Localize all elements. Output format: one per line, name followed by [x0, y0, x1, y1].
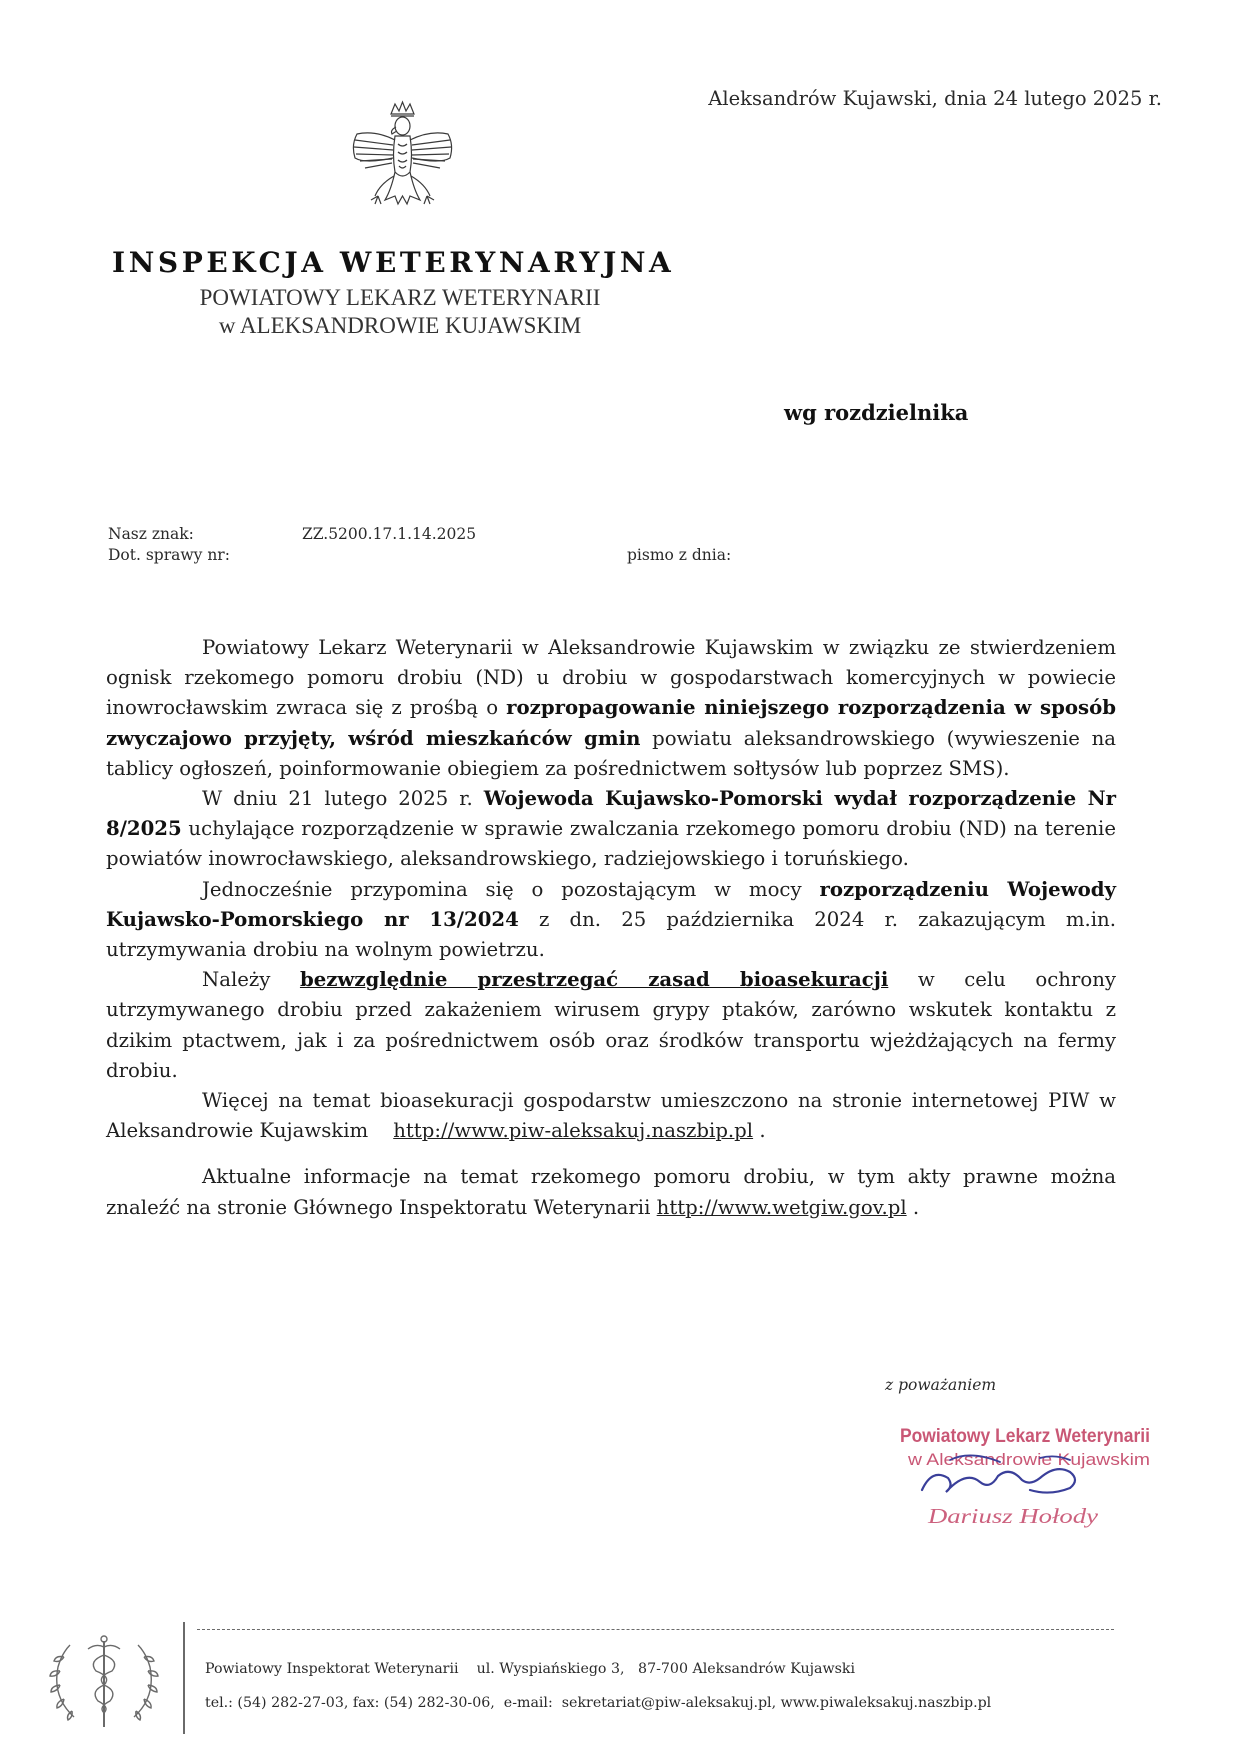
- institution-subtitle-location: w ALEKSANDROWIE KUJAWSKIM: [218, 313, 582, 338]
- emphasis-text: rozpropagowanie niniejszego rozporządzenia w sposób zwyczajowo przyjęty, wśród mieszkańców gmin: [106, 696, 1116, 750]
- paragraph-text: Jednocześnie przypomina się o pozostającym w mocy: [202, 877, 820, 901]
- institution-title: INSPEKCJA WETERYNARYJNA: [112, 246, 675, 279]
- paragraph-text: W dniu 21 lutego 2025 r.: [202, 787, 484, 811]
- closing-salutation: z poważaniem: [885, 1376, 997, 1394]
- emphasis-underlined-text: bezwzględnie przestrzegać zasad bioasekuracji: [299, 968, 889, 992]
- official-stamp-signature: [880, 1420, 1160, 1530]
- paragraph-text: Aktualne informacje na temat rzekomego pomoru drobiu, w tym akty prawne można znaleźć na stronie Głównego Inspektoratu Weterynarii: [106, 1165, 1116, 1219]
- letter-body: [106, 633, 1123, 1223]
- letter-date-label: pismo z dnia:: [627, 546, 732, 564]
- svg-text:Dariusz Hołody: Dariusz Hołody: [926, 1504, 1099, 1528]
- our-reference-label: Nasz znak:: [108, 525, 194, 543]
- emphasis-text: Wojewoda Kujawsko-Pomorski wydał rozporządzenie Nr 8/2025: [106, 787, 1116, 841]
- recipient: wg rozdzielnika: [784, 400, 969, 425]
- footer-contact: tel.: (54) 282-27-03, fax: (54) 282-30-06, e-mail: sekretariat@piw-aleksakuj.pl, www.piwaleksakuj.naszbip.pl: [205, 1695, 992, 1711]
- paragraph-regulation-8-2025: [106, 784, 1116, 875]
- institution-subtitle-office: POWIATOWY LEKARZ WETERYNARII: [199, 285, 601, 310]
- paragraph-text: Powiatowy Lekarz Weterynarii w Aleksandrowie Kujawskim w związku ze stwierdzeniem ognisk rzekomego pomoru drobiu (ND) u drobiu w gospodarstwach komercyjnych w powiecie inowrocławskim zwraca się z prośbą o: [106, 636, 1116, 720]
- paragraph-regulation-13-2024: [106, 875, 1116, 966]
- paragraph-text: Więcej na temat bioasekuracji gospodarstw umieszczono na stronie internetowej PIW w Aleksandrowie Kujawskim: [106, 1089, 1123, 1143]
- piw-website-link[interactable]: http://www.piw-aleksakuj.naszbip.pl: [393, 1119, 754, 1143]
- paragraph-biosecurity: [106, 965, 1116, 1086]
- paragraph-text: uchylające rozporządzenie w sprawie zwalczania rzekomego pomoru drobiu (ND) na terenie powiatów inowrocławskiego, aleksandrowskiego, radziejowskiego i toruńskiego.: [106, 817, 1116, 871]
- paragraph-request: [106, 633, 1116, 784]
- giw-website-link[interactable]: http://www.wetgiw.gov.pl: [656, 1195, 907, 1219]
- svg-text:w Aleksandrowie Kujawskim: w Aleksandrowie Kujawskim: [906, 1450, 1150, 1469]
- paragraph-text: .: [753, 1119, 766, 1143]
- paragraph-text: Należy: [202, 968, 300, 992]
- white-eagle-emblem-icon: [345, 100, 460, 225]
- footer-dashed-divider: [197, 1629, 1114, 1630]
- paragraph-text: z dn. 25 października 2024 r. zakazującym m.in. utrzymywania drobiu na wolnym powietrzu.: [106, 907, 1116, 962]
- place-and-date: Aleksandrów Kujawski, dnia 24 lutego 2025 r.: [708, 87, 1162, 110]
- paragraph-text: powiatu aleksandrowskiego (wywieszenie na tablicy ogłoszeń, poinformowanie obiegiem za pośrednictwem sołtysów lub poprzez SMS).: [106, 726, 1116, 780]
- paragraph-piw-website: [106, 1086, 1123, 1146]
- our-reference-value: ZZ.5200.17.1.14.2025: [302, 525, 477, 543]
- caduceus-laurel-emblem-icon: [44, 1627, 164, 1739]
- case-number-label: Dot. sprawy nr:: [108, 546, 230, 564]
- emphasis-text: rozporządzeniu Wojewody Kujawsko-Pomorskiego nr 13/2024: [106, 877, 1116, 931]
- footer-vertical-divider: [183, 1622, 185, 1734]
- svg-text:Powiatowy Lekarz Weterynarii: Powiatowy Lekarz Weterynarii: [900, 1426, 1150, 1447]
- paragraph-text: .: [906, 1195, 920, 1219]
- footer-address: Powiatowy Inspektorat Weterynarii ul. Wyspiańskiego 3, 87-700 Aleksandrów Kujawski: [205, 1661, 856, 1677]
- paragraph-giw-website: [106, 1162, 1116, 1222]
- paragraph-text: w celu ochrony utrzymywanego drobiu przed zakażeniem wirusem grypy ptaków, zarówno wskutek kontaktu z dzikim ptactwem, jak i za pośrednictwem osób oraz środków transportu wjeżdżających na fermy drobiu.: [106, 968, 1116, 1082]
